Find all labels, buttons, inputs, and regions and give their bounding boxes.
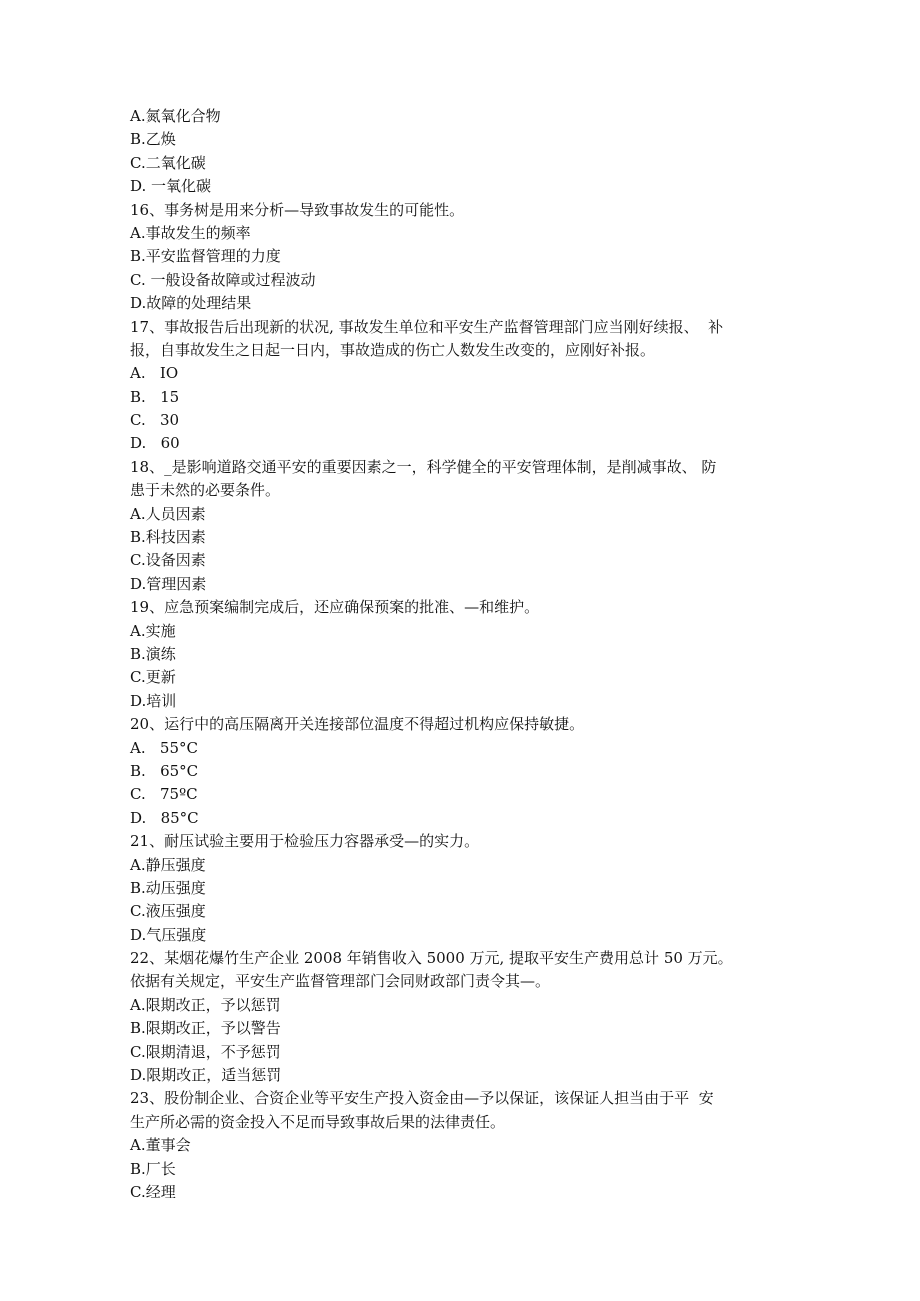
option-a-q20: A. 55°C (130, 738, 198, 757)
option-d-q16: D.故障的处理结果 (130, 294, 252, 313)
option-c-q23: C.经理 (130, 1182, 176, 1201)
option-d-q19: D.培训 (130, 691, 177, 710)
option-a-q23: A.董事会 (130, 1136, 191, 1155)
option-d-q22: D.限期改正，适当惩罚 (130, 1066, 282, 1085)
option-b-q19: B.演练 (130, 644, 176, 663)
option-c-q15: C.二氧化碳 (130, 153, 206, 172)
option-d-q20: D. 85°C (130, 808, 199, 827)
question-21: 21、耐压试验主要用于检验压力容器承受—的实力。 (130, 832, 480, 851)
document-page (130, 105, 795, 1204)
option-b-q20: B. 65°C (130, 761, 199, 780)
option-a-q22: A.限期改正，予以惩罚 (130, 995, 281, 1014)
option-b-q15: B.乙焕 (130, 130, 176, 149)
option-c-q22: C.限期清退，不予惩罚 (130, 1042, 281, 1061)
option-d-q21: D.气压强度 (130, 925, 207, 944)
option-a-q17: A. IO (130, 364, 179, 383)
option-d-q15: D. 一氧化碳 (130, 177, 212, 196)
option-c-q20: C. 75ºC (130, 785, 198, 804)
question-22-line-1: 22、某烟花爆竹生产企业 2008 年销售收入 5000 万元, 提取平安生产费用总计 50 万元。 (130, 949, 733, 968)
option-b-q16: B.平安监督管理的力度 (130, 247, 281, 266)
option-d-q17: D. 60 (130, 434, 180, 453)
option-a-q15: A.氮氧化合物 (130, 107, 221, 125)
question-23-line-2: 生产所必需的资金投入不足而导致事故后果的法律责任。 (130, 1112, 506, 1131)
option-b-q23: B.厂长 (130, 1159, 176, 1178)
option-b-q21: B.动压强度 (130, 878, 206, 897)
question-17-line-2: 报，自事故发生之日起一日内，事故造成的伤亡人数发生改变的，应刚好补报。 (130, 340, 656, 359)
option-a-q19: A.实施 (130, 621, 176, 640)
question-22-line-2: 依据有关规定，平安生产监督管理部门会同财政部门责令其—。 (130, 972, 551, 991)
option-c-q21: C.液压强度 (130, 902, 206, 921)
option-b-q22: B.限期改正，予以警告 (130, 1019, 281, 1038)
option-a-q21: A.静压强度 (130, 855, 206, 874)
question-18-line-1: 18、_是影响道路交通平安的重要因素之一，科学健全的平安管理体制，是削减事故、 防 (130, 457, 717, 476)
option-a-q16: A.事故发生的频率 (130, 223, 251, 242)
option-d-q18: D.管理因素 (130, 574, 207, 593)
question-20: 20、运行中的高压隔离开关连接部位温度不得超过机构应保持敏捷。 (130, 715, 585, 734)
option-c-q19: C.更新 (130, 668, 176, 687)
option-c-q16: C. 一般设备故障或过程波动 (130, 270, 316, 289)
question-16: 16、事务树是用来分析—导致事故发生的可能性。 (130, 200, 465, 219)
option-b-q18: B.科技因素 (130, 528, 206, 547)
question-17-line-1: 17、事故报告后出现新的状况, 事故发生单位和平安生产监督管理部门应当刚好续报、 补 (130, 317, 724, 336)
option-c-q17: C. 30 (130, 411, 180, 430)
option-b-q17: B. 15 (130, 387, 180, 406)
question-18-line-2: 患于未然的必要条件。 (130, 481, 281, 500)
question-23-line-1: 23、股份制企业、合资企业等平安生产投入资金由—予以保证，该保证人担当由于平 安 (130, 1089, 714, 1108)
option-a-q18: A.人员因素 (130, 504, 206, 523)
question-19: 19、应急预案编制完成后，还应确保预案的批准、—和维护。 (130, 598, 540, 617)
option-c-q18: C.设备因素 (130, 551, 206, 570)
